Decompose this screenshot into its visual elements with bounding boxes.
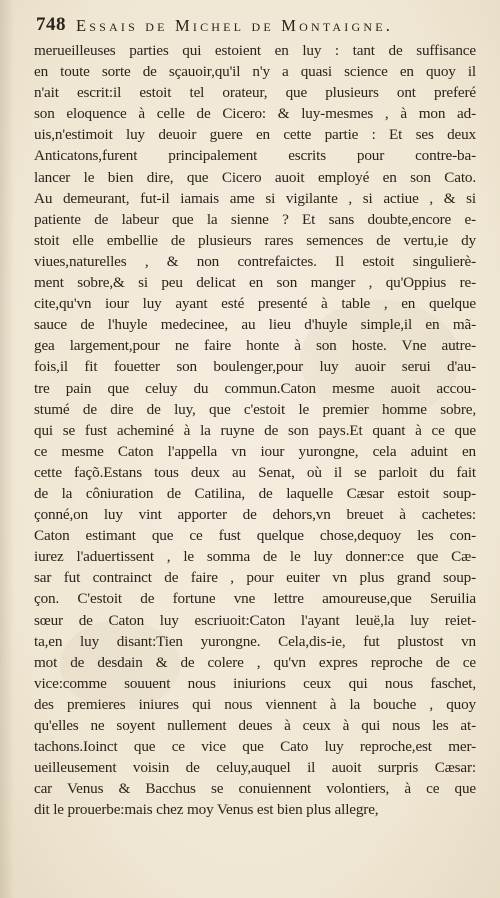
- text-line: tre pain que celuy du commun.Caton mesme auoit accou-: [34, 379, 476, 397]
- text-line: qui se fust acheminé à la ruyne de son pays.Et quant à ce que: [34, 421, 476, 439]
- text-line: cite,qu'vn iour luy ayant esté presenté à table , en quelque: [34, 295, 476, 313]
- text-line: qu'elles ne soyent nullement deues à ceux à qui nous les at-: [34, 717, 476, 734]
- text-line: stoit elle embellie de plusieurs rares semences de vertu,ie dy: [34, 231, 476, 249]
- text-line: Anticatons,furent principalement escrits pour contre-ba-: [34, 147, 476, 165]
- text-line: gea largement,pour ne faire honte à son hoste. Vne autre-: [34, 337, 476, 355]
- text-line: mot de desdain & de colere , qu'vn expres reproche de ce: [34, 653, 476, 671]
- page-header: [36, 14, 476, 40]
- gutter-shadow: [0, 0, 14, 898]
- text-line: n'ait escrit:il estoit tel orateur, que plusieurs ont preferé: [34, 84, 476, 102]
- text-line: en toute sorte de sçauoir,qu'il n'y a quasi science en quoy il: [34, 63, 476, 81]
- text-line: cette façõ.Estans tous deux au Senat, où il se parloit du fait: [34, 463, 476, 481]
- text-line: car Venus & Bacchus se conuiennent volontiers, à ce que: [34, 780, 476, 798]
- text-line: sœur de Caton luy escriuoit:Caton l'ayant leuë,la luy reiet-: [34, 611, 476, 629]
- text-line: viues,naturelles , & non contrefaictes. Il estoit singulierè-: [34, 252, 476, 270]
- text-line: des premieres iniures qui nous viennent à la bouche , quoy: [34, 695, 476, 713]
- text-line: ce mesme Caton l'appella vn iour yurongne, cela aduint en: [34, 442, 476, 460]
- text-line: ment sobre,& si peu delicat en son manger , qu'Oppius re-: [34, 274, 476, 292]
- running-title: Essais de Michel de Montaigne.: [76, 16, 394, 35]
- page-number: 748: [36, 14, 66, 35]
- body-text: [34, 40, 476, 820]
- text-line: tachons.Ioinct que ce vice que Cato luy reproche,est mer-: [34, 738, 476, 756]
- text-line: çonné,on luy vint apporter de dehors,vn breuet à cachetes:: [34, 506, 476, 524]
- text-line: sauce de l'huyle medecinee, au lieu d'huyle simple,il en mã-: [34, 316, 476, 334]
- text-line: merueilleuses parties qui estoient en luy : tant de suffisance: [34, 42, 476, 59]
- text-line: fois,il fit fouetter son boulenger,pour luy auoir serui d'au-: [34, 358, 476, 376]
- text-line: ta,en luy disant:Tien yurongne. Cela,dis-ie, fut plustost vn: [34, 632, 476, 650]
- text-line: çon. C'estoit de fortune vne lettre amoureuse,que Seruilia: [34, 590, 476, 608]
- text-line: dit le prouerbe:mais chez moy Venus est bien plus allegre,: [34, 801, 379, 819]
- text-line: vice:comme souuent nous iniurions ceux qui nous faschet,: [34, 674, 476, 692]
- text-line: Au demeurant, fut-il iamais ame si vigilante , si actiue , & si: [34, 189, 476, 207]
- text-line: stumé de dire de luy, que c'estoit le premier homme sobre,: [34, 400, 476, 418]
- text-line: uis,n'estimoit luy deuoir guere en cette partie : Et ses deux: [34, 126, 476, 144]
- text-line: ueilleusement voisin de celuy,auquel il auoit surpris Cæsar:: [34, 759, 476, 777]
- text-line: iurez l'aduertissent , le somma de le luy donner:ce que Cæ-: [34, 548, 476, 566]
- text-line: de la côniuration de Catilina, de laquelle Cæsar estoit soup-: [34, 484, 476, 502]
- text-line: sar fut contrainct de faire , pour euiter vn plus grand soup-: [34, 569, 476, 587]
- text-line: Caton estimant que ce fust quelque chose,dequoy les con-: [34, 527, 476, 545]
- text-line: lancer le bien dire, que Cicero auoit employé en son Cato.: [34, 168, 476, 186]
- text-line: son eloquence à celle de Cicero: & luy-mesmes , à mon ad-: [34, 105, 476, 123]
- text-line: patiente de labeur que la sienne ? Et sans doubte,encore e-: [34, 210, 476, 228]
